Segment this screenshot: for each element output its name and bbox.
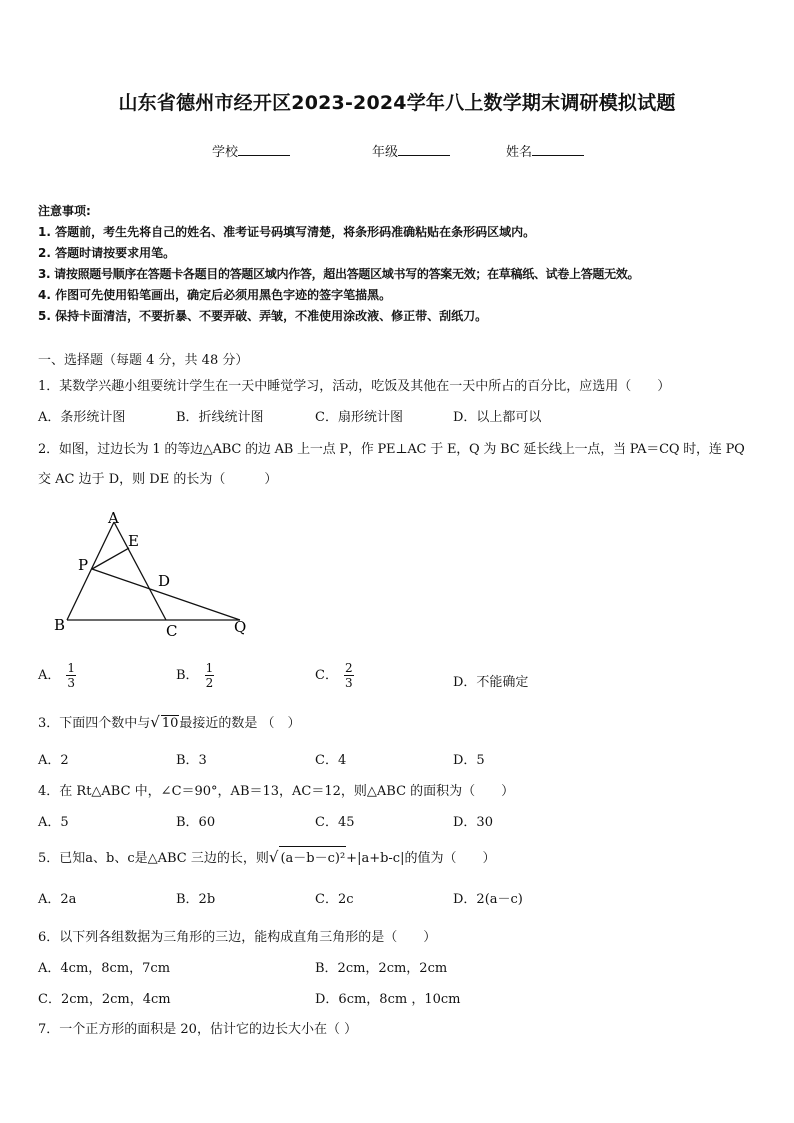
q4-option-b[interactable]: B．60 <box>176 815 216 830</box>
label-b: B <box>54 616 66 634</box>
sqrt-sign: √ <box>150 713 160 731</box>
q3-option-c[interactable]: C．4 <box>315 753 347 768</box>
label-d: D <box>158 572 171 590</box>
numerator: 1 <box>67 661 76 675</box>
denominator: 3 <box>67 676 76 690</box>
notice-item: 5. 保持卡面清洁，不要折暴、不要弄破、弄皱，不准使用涂改液、修正带、刮纸刀。 <box>38 309 488 323</box>
q3-suffix: 最接近的数是 （ ） <box>179 716 301 731</box>
q1-option-c[interactable]: C．扇形统计图 <box>315 410 403 425</box>
q5-option-c[interactable]: C．2c <box>315 892 354 907</box>
side-ab <box>67 522 114 620</box>
sqrt-sign: √ <box>268 848 279 866</box>
notice-heading: 注意事项: <box>38 204 91 218</box>
question-2-line1: 2．如图，过边长为 1 的等边△ABC 的边 AB 上一点 P，作 PE⊥AC 于 E，Q 为 BC 延长线上一点，当 PA＝CQ 时，连 PQ <box>38 442 745 457</box>
question-4: 4．在 Rt△ABC 中，∠C＝90°，AB＝13，AC＝12，则△ABC 的面积为（ ） <box>38 784 515 799</box>
q1-option-a[interactable]: A．条形统计图 <box>38 410 126 425</box>
question-7: 7．一个正方形的面积是 20，估计它的边长大小在（ ） <box>38 1022 358 1037</box>
q2-option-d[interactable]: D．不能确定 <box>453 675 529 690</box>
q5-option-b[interactable]: B．2b <box>176 892 216 907</box>
section-heading: 一、选择题（每题 4 分，共 48 分） <box>38 353 249 368</box>
name-blank[interactable] <box>532 143 584 156</box>
question-1: 1．某数学兴趣小组要统计学生在一天中睡觉学习，活动，吃饭及其他在一天中所占的百分比，应选用（ ） <box>38 379 671 394</box>
name-label: 姓名 <box>506 145 533 160</box>
triangle-figure <box>48 505 258 645</box>
fraction <box>66 661 76 690</box>
q6-option-a[interactable]: A．4cm，8cm，7cm <box>38 961 171 976</box>
q6-option-b[interactable]: B．2cm，2cm，2cm <box>315 961 448 976</box>
q5-radicand: (a－b－c)² <box>279 846 346 866</box>
q2-option-c[interactable] <box>315 661 354 690</box>
fraction <box>205 661 215 690</box>
grade-blank[interactable] <box>398 143 450 156</box>
q3-option-a[interactable]: A．2 <box>38 753 69 768</box>
question-5 <box>38 846 495 866</box>
q3-option-d[interactable]: D．5 <box>453 753 485 768</box>
q6-option-d[interactable]: D．6cm，8cm ，10cm <box>315 992 461 1007</box>
question-3 <box>38 712 301 731</box>
question-2-line2: 交 AC 边于 D，则 DE 的长为（ ） <box>38 472 278 487</box>
grade-label: 年级 <box>372 145 399 160</box>
q3-option-b[interactable]: B．3 <box>176 753 207 768</box>
school-blank[interactable] <box>238 143 290 156</box>
q4-option-d[interactable]: D．30 <box>453 815 493 830</box>
page-title: 山东省德州市经开区2023-2024学年八上数学期末调研模拟试题 <box>118 92 676 114</box>
q2-option-b-label: B． <box>176 668 199 683</box>
school-field <box>212 141 290 160</box>
notice-item: 4. 作图可先使用铅笔画出，确定后必须用黑色字迹的签字笔描黑。 <box>38 288 392 302</box>
q6-option-c[interactable]: C．2cm，2cm，4cm <box>38 992 171 1007</box>
q4-option-a[interactable]: A．5 <box>38 815 69 830</box>
denominator: 2 <box>205 676 214 690</box>
question-6: 6．以下列各组数据为三角形的三边，能构成直角三角形的是（ ） <box>38 930 437 945</box>
q2-option-a-label: A． <box>38 668 61 683</box>
q5-prefix: 5．已知a、b、c是△ABC 三边的长，则 <box>38 851 269 866</box>
numerator: 2 <box>344 661 353 675</box>
notice-item: 3. 请按照题号顺序在答题卡各题目的答题区域内作答，超出答题区域书写的答案无效；在草稿纸、试卷上答题无效。 <box>38 267 640 281</box>
notice-item: 2. 答题时请按要求用笔。 <box>38 246 176 260</box>
label-e: E <box>128 532 139 550</box>
numerator: 1 <box>205 661 214 675</box>
name-field <box>506 141 584 160</box>
q2-option-c-label: C． <box>315 668 338 683</box>
label-p: P <box>78 556 89 574</box>
school-label: 学校 <box>212 145 239 160</box>
q3-prefix: 3．下面四个数中与 <box>38 716 151 731</box>
denominator: 3 <box>344 676 353 690</box>
q2-option-b[interactable] <box>176 661 214 690</box>
q5-option-d[interactable]: D．2(a－c) <box>453 892 523 907</box>
notice-item: 1. 答题前，考生先将自己的姓名、准考证号码填写清楚，将条形码准确粘贴在条形码区域内。 <box>38 225 536 239</box>
label-a: A <box>108 509 119 527</box>
label-c: C <box>166 622 178 640</box>
label-q: Q <box>234 618 247 636</box>
q5-option-a[interactable]: A．2a <box>38 892 77 907</box>
q2-option-a[interactable] <box>38 661 76 690</box>
q4-option-c[interactable]: C．45 <box>315 815 355 830</box>
grade-field <box>372 141 450 160</box>
q3-radicand: 10 <box>161 716 179 731</box>
q5-suffix: +|a+b-c|的值为（ ） <box>346 851 496 866</box>
fraction <box>344 661 354 690</box>
side-ac <box>114 522 166 620</box>
q1-option-b[interactable]: B．折线统计图 <box>176 410 264 425</box>
q1-option-d[interactable]: D．以上都可以 <box>453 410 542 425</box>
segment-pe <box>92 548 129 569</box>
